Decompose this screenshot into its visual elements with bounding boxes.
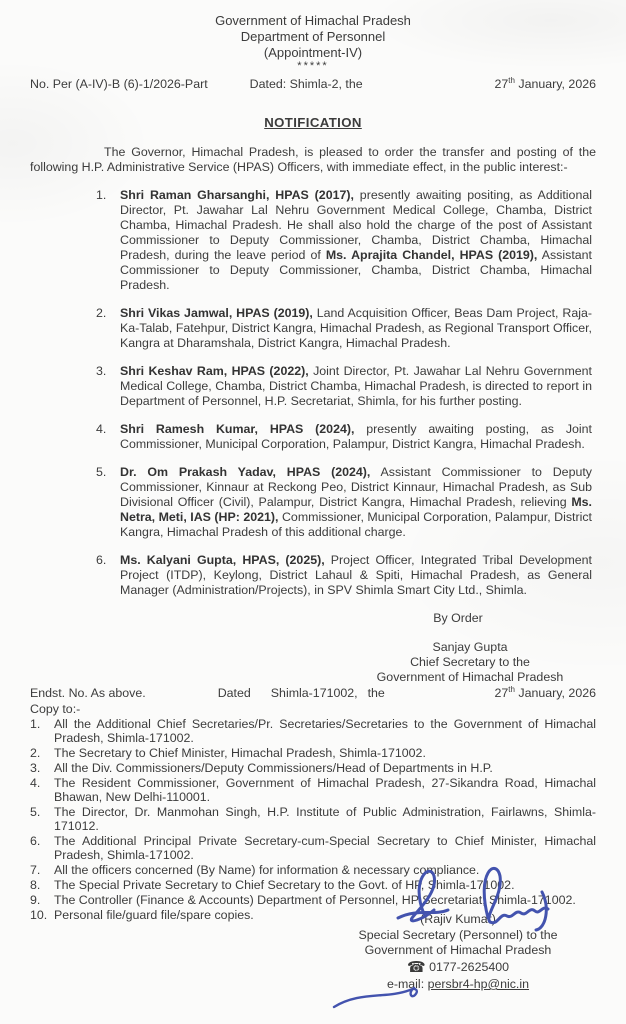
signatory-block-special-secretary <box>302 912 614 993</box>
order-text-segment: Assistant Commissioner to Deputy Commissioner, Kinnaur at Reckong Peo, District Kinnaur, Himachal Pradesh, as Sub Divisional Officer (Civil), Palampur, District Kangra, Himachal Pradesh, relieving <box>120 465 592 509</box>
copy-item-number: 3. <box>30 761 41 775</box>
letterhead-stars: ***** <box>297 60 329 72</box>
signer-org: Government of Himachal Pradesh <box>364 943 552 957</box>
officer-name: Shri Ramesh Kumar, HPAS (2024), <box>120 422 355 436</box>
order-item-text <box>120 306 592 351</box>
copy-item-number: 6. <box>30 834 41 848</box>
endorsement-place: Shimla-171002, <box>270 686 358 700</box>
order-item-number: 6. <box>96 553 107 567</box>
signer-name: (Rajiv Kumar) <box>420 912 496 926</box>
phone-number: 0177-2625400 <box>429 959 510 974</box>
officer-name: Ms. Netra, Meti, IAS (HP: 2021), <box>120 495 592 524</box>
order-item <box>96 422 592 452</box>
intro-paragraph: The Governor, Himachal Pradesh, is pleased to order the transfer and posting of the following H.P. Administrative Service (HPAS) Officers, with immediate effect, in the public interest:- <box>30 145 596 174</box>
phone-icon: ☎ <box>406 957 426 976</box>
officer-name: Shri Raman Gharsanghi, HPAS (2017), <box>120 188 354 202</box>
email-row <box>302 977 614 993</box>
order-item-text <box>120 553 592 598</box>
issue-date-rest: January, 2026 <box>514 77 596 91</box>
order-text-segment: Joint Director, Pt. Jawahar Lal Nehru Government Medical College, Chamba, District Chamba, Himachal Pradesh, is directed to report in Department of Personnel, H.P. Secretariat, Shimla, for his further posting. <box>120 364 592 408</box>
issue-date <box>494 77 596 92</box>
copy-item <box>30 776 596 804</box>
copy-item-number: 10. <box>30 908 48 922</box>
copy-item-text: All the Div. Commissioners/Deputy Commissioners/Head of Departments in H.P. <box>54 761 493 775</box>
order-text-segment: Land Acquisition Officer, Beas Dam Project, Raja-Ka-Talab, Fatehpur, District Kangra, Himachal Pradesh, as Regional Transport Officer, Kangra at Dharamshala, District Kangra, Himachal Pradesh. <box>120 306 592 350</box>
signatory-name: Sanjay Gupta <box>432 640 508 654</box>
endorsement-date <box>494 686 596 701</box>
letterhead-dept: Department of Personnel <box>240 29 386 44</box>
order-text-segment: presently awaiting positing, as Additional Director, Pt. Jawahar Lal Nehru Government Medical College, Chamba, District Chamba, Himachal Pradesh. He shall also hold the charge of the post of Assistant Commissioner to Deputy Commissioner, Chamba, District Chamba, Himachal Pradesh, during the leave period of <box>120 188 592 262</box>
reference-row <box>30 77 596 92</box>
officer-name: Ms. Aprajita Chandel, HPAS (2019), <box>325 248 538 262</box>
copy-item-text: All the Additional Chief Secretaries/Pr. Secretaries/Secretaries to the Government of Himachal Pradesh, Shimla-171002. <box>54 717 596 745</box>
copy-to-label: Copy to:- <box>30 702 81 716</box>
copy-item-text: The Director, Dr. Manmohan Singh, H.P. Institute of Public Administration, Fairlawns, Shimla-171012. <box>54 805 596 833</box>
signatory-block-chief-secretary <box>330 640 610 685</box>
order-item-number: 3. <box>96 364 107 378</box>
order-item-number: 1. <box>96 188 107 202</box>
order-item-number: 2. <box>96 306 107 320</box>
order-text-segment: presently awaiting posting, as Joint Commissioner, Municipal Corporation, Palampur, District Kangra, Himachal Pradesh. <box>120 422 592 451</box>
reference-number: No. Per (A-IV)-B (6)-1/2026-Part <box>30 77 208 91</box>
issue-date-day: 27 <box>494 77 509 91</box>
copy-item <box>30 805 596 833</box>
endorsement-dated-label: Dated <box>217 686 251 700</box>
copy-item-text: The Secretary to Chief Minister, Himachal Pradesh, Shimla-171002. <box>54 746 426 760</box>
order-text-segment: Commissioner, Municipal Corporation, Palampur, District Kangra, Himachal Pradesh of this additional charge. <box>120 510 592 539</box>
copy-item-number: 5. <box>30 805 41 819</box>
order-item-text <box>120 188 592 293</box>
letterhead <box>0 0 626 71</box>
order-item <box>96 188 592 293</box>
copy-item-text: The Additional Principal Private Secretary-cum-Special Secretary to Chief Minister, Himachal Pradesh, Shimla-171002. <box>54 834 596 862</box>
copy-item-number: 8. <box>30 878 41 892</box>
orders-list <box>96 188 592 598</box>
signatory-org: Government of Himachal Pradesh <box>376 670 564 684</box>
email-link[interactable]: persbr4-hp@nic.in <box>427 977 530 991</box>
email-label: e-mail: <box>386 977 425 991</box>
copy-item-number: 1. <box>30 717 41 731</box>
phone-row <box>302 957 614 976</box>
letterhead-org: Government of Himachal Pradesh <box>215 13 411 28</box>
officer-name: Shri Vikas Jamwal, HPAS (2019), <box>120 306 313 320</box>
endorsement-the: the <box>367 686 385 700</box>
copy-item-text: The Special Private Secretary to Chief Secretary to the Govt. of HP, Shimla-171002. <box>54 878 515 892</box>
order-item <box>96 306 592 351</box>
copy-item-number: 2. <box>30 746 41 760</box>
officer-name: Shri Keshav Ram, HPAS (2022), <box>120 364 309 378</box>
copy-item-text: The Controller (Finance & Accounts) Department of Personnel, HP Secretariat, Shimla-171002. <box>54 893 576 907</box>
by-order: By Order <box>433 611 483 625</box>
handwritten-signature <box>390 856 570 934</box>
endorsement-label: Endst. No. As above. <box>30 686 146 700</box>
endorsement-date-day: 27 <box>494 686 509 700</box>
copy-item <box>30 761 596 775</box>
order-item <box>96 465 592 540</box>
order-item-number: 5. <box>96 465 107 479</box>
dated-label: Dated: Shimla-2, the <box>249 77 363 91</box>
copy-item-number: 4. <box>30 776 41 790</box>
officer-name: Ms. Kalyani Gupta, HPAS, (2025), <box>120 553 325 567</box>
order-item-text <box>120 364 592 409</box>
order-item-text <box>120 465 592 540</box>
endorsement-date-rest: January, 2026 <box>514 686 596 700</box>
copy-item-text: Personal file/guard file/spare copies. <box>54 908 254 922</box>
copy-item-number: 7. <box>30 863 41 877</box>
officer-name: Dr. Om Prakash Yadav, HPAS (2024), <box>120 465 371 479</box>
copy-item-text: The Resident Commissioner, Government of Himachal Pradesh, 27-Sikandra Road, Himachal Bhawan, New Delhi-110001. <box>54 776 596 804</box>
notification-title: NOTIFICATION <box>264 115 362 130</box>
signer-designation: Special Secretary (Personnel) to the <box>358 927 558 942</box>
endorsement-date-suffix: th <box>508 684 515 694</box>
copy-item <box>30 746 596 760</box>
copy-item <box>30 717 596 745</box>
order-text-segment: Project Officer, Integrated Tribal Development Project (ITDP), Keylong, District Lahaul & Spiti, Himachal Pradesh, as General Manager (Administration/Projects), in SPV Shimla Smart City Ltd., Shimla. <box>120 553 592 597</box>
order-item-text <box>120 422 592 452</box>
copy-item-number: 9. <box>30 893 41 907</box>
order-item <box>96 553 592 598</box>
order-item-number: 4. <box>96 422 107 436</box>
signatory-designation: Chief Secretary to the <box>410 655 530 669</box>
issue-date-suffix: th <box>508 75 515 85</box>
pen-flourish <box>330 983 440 1011</box>
letterhead-wing: (Appointment-IV) <box>263 45 363 60</box>
copy-item-text: All the officers concerned (By Name) for information & necessary compliance. <box>54 863 480 877</box>
order-text-segment: Assistant Commissioner to Deputy Commissioner, Chamba, District Chamba, Himachal Pradesh. <box>120 248 592 292</box>
order-item <box>96 364 592 409</box>
endorsement-row <box>30 686 596 701</box>
